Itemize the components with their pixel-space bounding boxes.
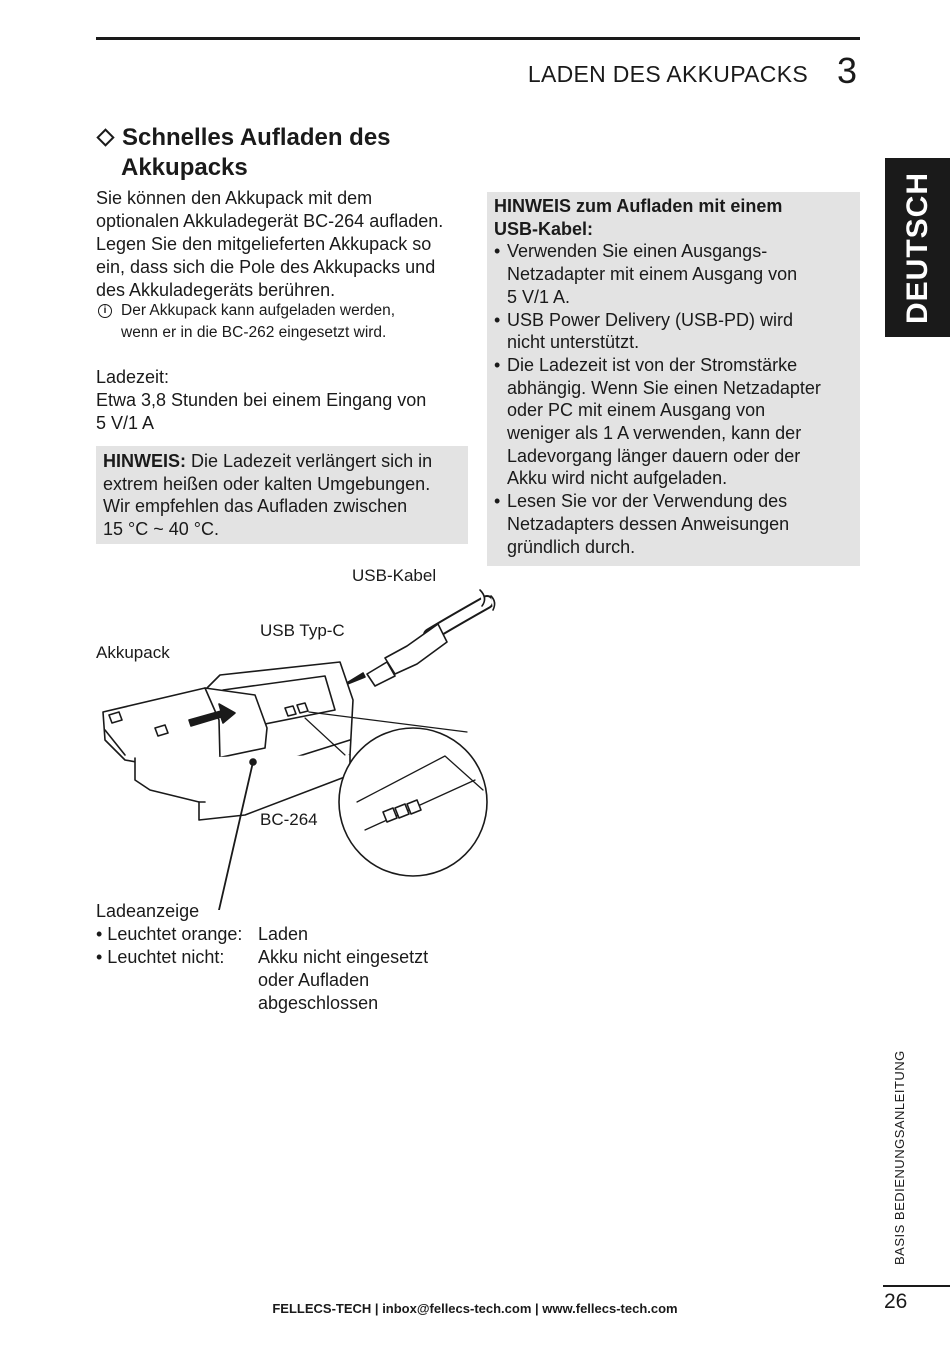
label-usb-typec: USB Typ-C bbox=[260, 621, 345, 640]
page-number: 26 bbox=[884, 1290, 908, 1313]
info-icon: i bbox=[98, 304, 112, 318]
hint-label: HINWEIS: bbox=[103, 451, 186, 471]
label-charger: BC-264 bbox=[260, 810, 318, 829]
indicator-row bbox=[96, 946, 429, 969]
paragraph-line: Legen Sie den mitgelieferten Akkupack so bbox=[96, 234, 432, 254]
hint-line: Wir empfehlen das Aufladen zwischen bbox=[103, 496, 408, 517]
indicator-value: abgeschlossen bbox=[258, 993, 379, 1013]
charge-time-line: Etwa 3,8 Stunden bei einem Eingang von bbox=[96, 390, 427, 410]
language-tab bbox=[885, 158, 950, 337]
list-item-line: Netzadapter mit einem Ausgang von bbox=[507, 264, 798, 285]
list-item-line: Netzadapters dessen Anweisungen bbox=[507, 513, 790, 534]
hint-box-temperature bbox=[96, 446, 468, 544]
list-item bbox=[494, 240, 853, 308]
list-item bbox=[494, 354, 853, 490]
indicator-key: • Leuchtet nicht: bbox=[96, 947, 225, 967]
list-item-line: • USB Power Delivery (USB-PD) wird bbox=[507, 309, 794, 330]
list-item-line: 5 V/1 A. bbox=[507, 286, 571, 307]
list-item-line: abhängig. Wenn Sie einen Netzadapter bbox=[507, 377, 821, 398]
indicator-row bbox=[96, 992, 379, 1015]
list-item-line: Akku wird nicht aufgeladen. bbox=[507, 468, 728, 489]
list-item bbox=[494, 490, 853, 558]
chapter-title: LADEN DES AKKUPACKS bbox=[527, 61, 808, 87]
list-item-line: • Verwenden Sie einen Ausgangs- bbox=[507, 241, 768, 262]
charge-time-label: Ladezeit: bbox=[96, 367, 170, 387]
heading-line-1: Schnelles Aufladen des bbox=[122, 124, 391, 151]
page-number-rule bbox=[883, 1285, 950, 1287]
hint-line: Die Ladezeit verlängert sich in bbox=[186, 451, 433, 471]
language-tab-label: DEUTSCH bbox=[900, 171, 934, 324]
label-battery: Akkupack bbox=[96, 643, 170, 662]
paragraph-line: optionalen Akkuladegerät BC-264 aufladen. bbox=[96, 211, 444, 231]
footer-separator: | bbox=[371, 1301, 383, 1316]
list-item-line: • Die Ladezeit ist von der Stromstärke bbox=[507, 354, 798, 375]
paragraph-line: Sie können den Akkupack mit dem bbox=[96, 188, 373, 208]
label-usb-cable: USB-Kabel bbox=[352, 566, 437, 585]
indicator-value: Laden bbox=[258, 924, 309, 944]
list-item-line: nicht unterstützt. bbox=[507, 332, 640, 353]
header-rule bbox=[96, 37, 860, 40]
indicator-legend bbox=[96, 900, 429, 1015]
indicator-row bbox=[96, 969, 370, 992]
list-item-line: oder PC mit einem Ausgang von bbox=[507, 400, 766, 421]
list-item-line: Ladevorgang länger dauern oder der bbox=[507, 445, 801, 466]
hint-usb-list bbox=[494, 240, 853, 558]
paragraph-line: ein, dass sich die Pole des Akkupacks und bbox=[96, 257, 436, 277]
indicator-key: • Leuchtet orange: bbox=[96, 924, 243, 944]
hint-line: extrem heißen oder kalten Umgebungen. bbox=[103, 473, 431, 494]
indicator-value: oder Aufladen bbox=[258, 970, 370, 990]
footer-email: inbox@fellecs-tech.com bbox=[382, 1301, 532, 1316]
footer bbox=[0, 1301, 950, 1316]
hint-line: 15 °C ~ 40 °C. bbox=[103, 518, 219, 539]
list-item bbox=[494, 309, 853, 354]
manual-side-label: BASIS BEDIENUNGSANLEITUNG bbox=[892, 1050, 907, 1265]
footer-separator: | bbox=[531, 1301, 543, 1316]
paragraph-line: des Akkuladegeräts berühren. bbox=[96, 280, 336, 300]
hint-box-usb bbox=[487, 192, 860, 566]
hint-usb-title: USB-Kabel: bbox=[494, 218, 594, 239]
heading-line-2: Akkupacks bbox=[121, 154, 248, 181]
charge-time-line: 5 V/1 A bbox=[96, 413, 155, 433]
section-heading bbox=[96, 123, 391, 183]
diamond-icon bbox=[96, 128, 114, 146]
list-item-line: gründlich durch. bbox=[507, 536, 636, 557]
footer-company: FELLECS-TECH bbox=[272, 1301, 372, 1316]
list-item-line: weniger als 1 A verwenden, kann der bbox=[507, 423, 802, 444]
indicator-value: Akku nicht eingesetzt bbox=[258, 947, 429, 967]
charge-time bbox=[96, 366, 476, 435]
info-note bbox=[96, 300, 466, 344]
chapter-number: 3 bbox=[837, 50, 858, 91]
list-item-line: • Lesen Sie vor der Verwendung des bbox=[507, 491, 788, 512]
intro-paragraph bbox=[96, 187, 476, 302]
hint-usb-title: HINWEIS zum Aufladen mit einem bbox=[494, 196, 783, 216]
indicator-row bbox=[96, 923, 309, 946]
footer-website: www.fellecs-tech.com bbox=[542, 1301, 678, 1316]
info-note-line: Der Akkupack kann aufgeladen werden, bbox=[121, 302, 396, 319]
info-note-line: wenn er in die BC-262 eingesetzt wird. bbox=[121, 324, 387, 341]
indicator-title: Ladeanzeige bbox=[96, 901, 200, 921]
